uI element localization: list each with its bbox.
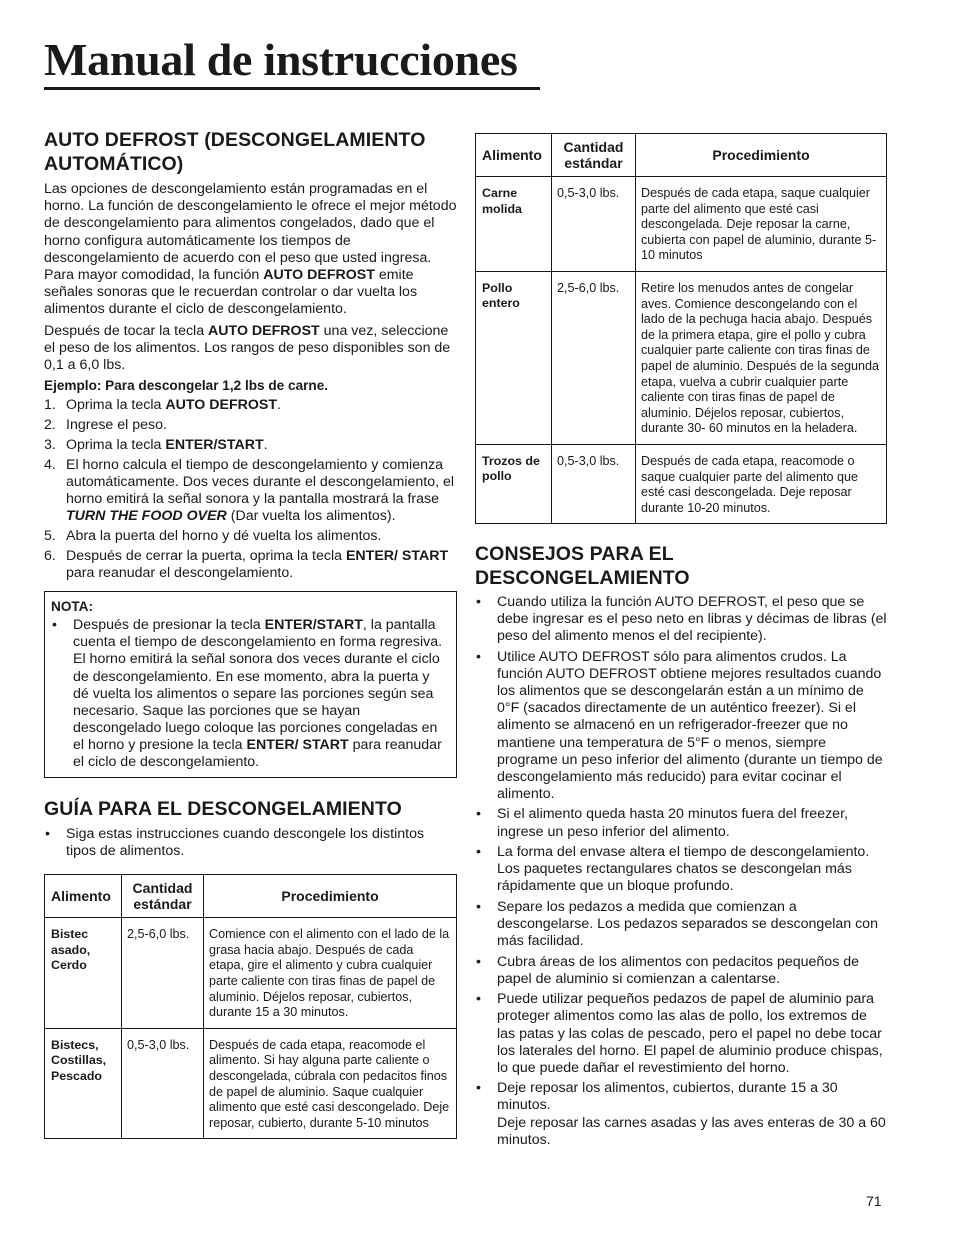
note-bold-2: ENTER/ START xyxy=(246,736,349,753)
step-item xyxy=(44,457,457,526)
cell-qty: 0,5-3,0 lbs. xyxy=(552,444,636,523)
page-number: 71 xyxy=(866,1193,882,1209)
header-food: Alimento xyxy=(476,134,552,177)
defrost-guide-table-left xyxy=(44,874,457,1139)
step-bold: AUTO DEFROST xyxy=(165,397,278,414)
tip-text: Utilice AUTO DEFROST sólo para alimentos crudos. La función AUTO DEFROST obtiene mejores resultados cuando los alimentos que se descongelarán están a un mínimo de 0°F (sacados directamente de un auténtico freezer). Si el alimento se almacenó en un refrigerador-freezer que no mantiene una temperatura de 5°F o menos, siempre programe un peso inferior del alimento (durante un tiempo de descongelamiento más reducido) para evitar cocinar el alimento. xyxy=(497,649,883,802)
right-column xyxy=(475,133,887,1152)
auto-defrost-touch-text xyxy=(44,323,457,375)
step-item xyxy=(44,397,457,414)
tip-text: Puede utilizar pequeños pedazos de papel de aluminio para proteger alimentos como las alas de pollo, los extremos de las patas y las colas de pescado, pero el papel no debe tocar los laterales del horno. El papel de aluminio produce chispas, lo que puede dañar el revestimiento del horno. xyxy=(497,991,883,1076)
step-text: Después de cerrar la puerta, oprima la tecla xyxy=(66,547,346,564)
bullet-icon: • xyxy=(476,953,481,970)
cell-proc: Comience con el alimento con el lado de la grasa hacia abajo. Después de cada etapa, gire el alimento y cubra cualquier parte caliente con tiras finas de papel de aluminio. Déjelos reposar, cubiertos, durante 15 a 30 minutos. xyxy=(204,918,457,1029)
tip-item xyxy=(475,594,887,645)
left-column xyxy=(44,128,457,1139)
guide-intro-list xyxy=(44,826,457,860)
table-header-row xyxy=(45,875,457,918)
step-number: 2. xyxy=(44,417,56,434)
header-food: Alimento xyxy=(45,875,122,918)
tip-text-extra: Deje reposar las carnes asadas y las aves enteras de 30 a 60 minutos. xyxy=(497,1114,886,1148)
step-text: Ingrese el peso. xyxy=(66,417,167,434)
table-row xyxy=(476,271,887,444)
note-text-2: , la pantalla cuenta el tiempo de descongelamiento en forma regresiva. El horno emitirá la señal sonora dos veces durante el ciclo de descongelamiento. En ese momento, abra la puerta y dé vuelta los alimentos o separe las porciones según sea necesario. Saque las porciones que se hayan descongelado luego coloque las porciones congeladas en el horno y presione la tecla xyxy=(73,617,443,753)
table-row xyxy=(476,177,887,272)
table-row xyxy=(45,918,457,1029)
table-row xyxy=(45,1028,457,1139)
tips-heading: CONSEJOS PARA EL DESCONGELAMIENTO xyxy=(475,543,690,590)
bullet-icon: • xyxy=(476,806,481,823)
tip-text: Deje reposar los alimentos, cubiertos, durante 15 a 30 minutos. xyxy=(497,1080,838,1114)
step-item xyxy=(44,417,457,434)
note-title: NOTA: xyxy=(51,599,94,615)
tip-item xyxy=(475,899,887,950)
step-number: 4. xyxy=(44,456,56,473)
step-text-end: . xyxy=(263,436,268,453)
page-title: Manual de instrucciones xyxy=(44,34,518,85)
cell-qty: 0,5-3,0 lbs. xyxy=(122,1028,204,1139)
bullet-icon: • xyxy=(476,898,481,915)
cell-proc: Después de cada etapa, saque cualquier parte del alimento que esté casi descongelada. Deje reposar la carne, cubierta con papel de aluminio, durante 5-10 minutos xyxy=(636,177,887,272)
step-bold: ENTER/ START xyxy=(345,547,449,564)
header-proc: Procedimiento xyxy=(636,134,887,177)
cell-proc: Retire los menudos antes de congelar aves. Comience descongelando con el lado de la pechuga hacia abajo. Después de la primera etapa, gire el pollo y cubra cualquier parte caliente con tiras finas de papel de aluminio. Después de la segunda etapa, vuelva a cubrir cualquier parte caliente con tiras finas de papel de aluminio. Déjelos reposar, cubiertos, durante 30- 60 minutos en la heladera. xyxy=(636,271,887,444)
cell-food: Carne molida xyxy=(476,177,552,272)
step-text: Oprima la tecla xyxy=(66,397,166,414)
guide-intro-item xyxy=(44,826,457,860)
tip-item xyxy=(475,954,887,988)
steps-list xyxy=(44,397,457,582)
header-qty: Cantidad estándar xyxy=(552,134,636,177)
step-item xyxy=(44,548,457,582)
auto-defrost-intro xyxy=(44,181,457,319)
note-text-1: Después de presionar la tecla xyxy=(73,617,265,634)
tip-text: Si el alimento queda hasta 20 minutos fuera del freezer, ingrese un peso inferior del alimento. xyxy=(497,806,848,840)
bullet-icon: • xyxy=(476,844,481,861)
cell-qty: 2,5-6,0 lbs. xyxy=(552,271,636,444)
cell-food: Pollo entero xyxy=(476,271,552,444)
tip-item xyxy=(475,991,887,1076)
step-number: 6. xyxy=(44,547,56,564)
cell-proc: Después de cada etapa, reacomode o saque cualquier parte del alimento que esté casi descongelada. Deje reposar durante 10-20 minutos. xyxy=(636,444,887,523)
note-text-3: para reanudar el ciclo de descongelamiento. xyxy=(73,736,442,770)
tip-item xyxy=(475,1080,887,1148)
touch-text-2: una vez, seleccione el peso de los alimentos. Los rangos de peso disponibles son de 0,1 a 6,0 lbs. xyxy=(44,322,451,374)
cell-food: Bistecs, Costillas, Pescado xyxy=(45,1028,122,1139)
table-row xyxy=(476,444,887,523)
guide-intro-text: Siga estas instrucciones cuando descongele los distintos tipos de alimentos. xyxy=(66,826,425,860)
defrost-guide-table-right xyxy=(475,133,887,524)
note-bullet-item xyxy=(51,617,446,771)
intro-text-2: emite señales sonoras que le recuerdan controlar o dar vuelta los alimentos durante el ciclo de descongelamiento. xyxy=(44,267,418,318)
step-text-end: para reanudar el descongelamiento. xyxy=(66,565,294,582)
tip-text: Cubra áreas de los alimentos con pedacitos pequeños de papel de aluminio si comienzan a calentarse. xyxy=(497,953,860,987)
tips-list xyxy=(475,594,887,1148)
cell-qty: 0,5-3,0 lbs. xyxy=(552,177,636,272)
step-number: 1. xyxy=(44,397,56,414)
intro-text-1: Las opciones de descongelamiento están programadas en el horno. La función de descongelamiento le ofrece el mejor método de descongelamiento para alimentos congelados, dado que el horno configura automáticamente los tiempos de descongelamiento de acuerdo con el peso que usted ingresa. Para mayor comodidad, la función xyxy=(44,181,457,284)
step-number: 5. xyxy=(44,528,56,545)
step-text: El horno calcula el tiempo de descongelamiento y comienza automáticamente. Dos veces durante el descongelamiento, el horno emitirá la señal sonora y la pantalla mostrará la frase xyxy=(66,456,455,508)
title-underline xyxy=(44,87,540,90)
tip-text: Cuando utiliza la función AUTO DEFROST, el peso que se debe ingresar es el peso neto en libras y décimas de libras (el peso del alimento menos el del recipiente). xyxy=(497,594,887,645)
tip-item xyxy=(475,806,887,840)
cell-food: Trozos de pollo xyxy=(476,444,552,523)
step-item xyxy=(44,437,457,454)
tip-item xyxy=(475,649,887,803)
display-phrase: TURN THE FOOD OVER xyxy=(66,508,227,525)
step-item xyxy=(44,528,457,545)
touch-text-1: Después de tocar la tecla xyxy=(44,322,209,339)
guide-heading: GUÍA PARA EL DESCONGELAMIENTO xyxy=(44,798,402,821)
step-text-end: (Dar vuelta los alimentos). xyxy=(226,508,396,525)
step-text: Oprima la tecla xyxy=(66,436,166,453)
table-header-row xyxy=(476,134,887,177)
step-bold: ENTER/START xyxy=(165,436,264,453)
bullet-icon: • xyxy=(476,594,481,611)
step-text: Abra la puerta del horno y dé vuelta los alimentos. xyxy=(66,528,382,545)
note-box xyxy=(44,591,457,778)
example-heading: Ejemplo: Para descongelar 1,2 lbs de carne. xyxy=(44,378,329,394)
cell-qty: 2,5-6,0 lbs. xyxy=(122,918,204,1029)
bullet-icon: • xyxy=(52,617,57,634)
cell-proc: Después de cada etapa, reacomode el alimento. Si hay alguna parte caliente o descongelada, cúbrala con pedacitos finos de papel de aluminio. Saque cualquier alimento que esté casi descongelado. Deje reposar, cubierto, durante 5-10 minutos xyxy=(204,1028,457,1139)
auto-defrost-heading: AUTO DEFROST (DESCONGELAMIENTO AUTOMÁTICO) xyxy=(44,129,426,175)
touch-bold-1: AUTO DEFROST xyxy=(208,322,320,339)
tip-text: La forma del envase altera el tiempo de descongelamiento. Los paquetes rectangulares chatos se descongelan más rápidamente que un bloque profundo. xyxy=(497,844,870,895)
header-proc: Procedimiento xyxy=(204,875,457,918)
tip-text: Separe los pedazos a medida que comienzan a descongelarse. Los pedazos separados se descongelan con más facilidad. xyxy=(497,898,878,950)
bullet-icon: • xyxy=(476,649,481,666)
bullet-icon: • xyxy=(476,991,481,1008)
step-text-end: . xyxy=(277,397,281,414)
intro-bold-1: AUTO DEFROST xyxy=(263,267,375,284)
step-number: 3. xyxy=(44,436,56,453)
note-bold-1: ENTER/START xyxy=(264,617,363,634)
bullet-icon: • xyxy=(476,1080,481,1097)
tip-item xyxy=(475,844,887,895)
header-qty: Cantidad estándar xyxy=(122,875,204,918)
cell-food: Bistec asado, Cerdo xyxy=(45,918,122,1029)
bullet-icon: • xyxy=(45,826,50,843)
